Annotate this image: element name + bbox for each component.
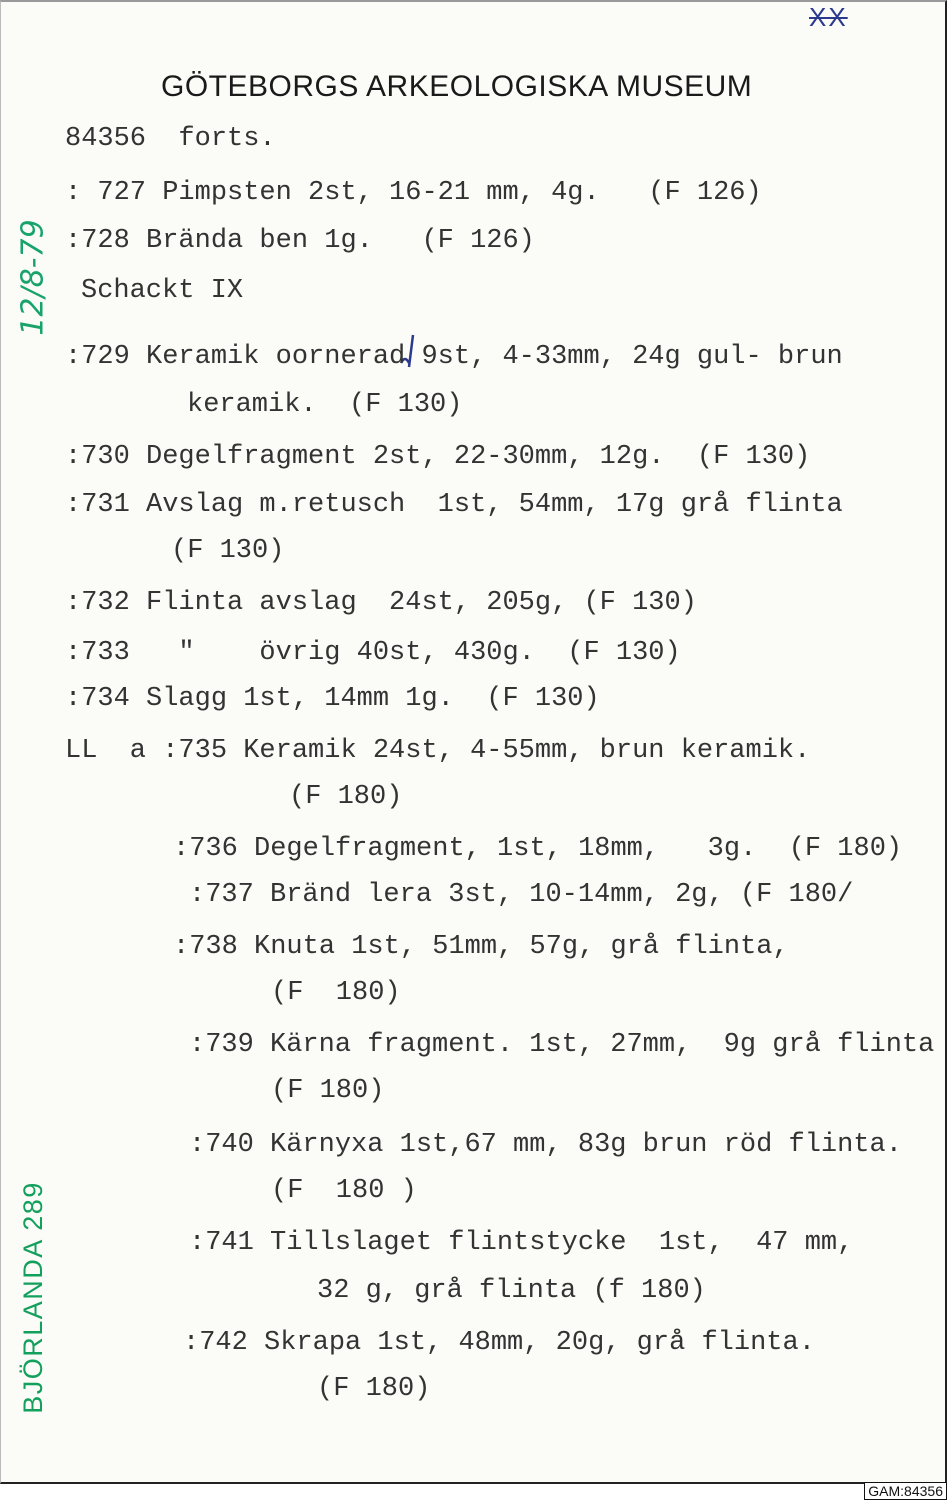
locality-stamp	[11, 1147, 55, 1447]
entry-continuation: (F 180)	[289, 782, 403, 812]
reference-label: GAM:84356	[864, 1482, 947, 1500]
entry-continuation: (F 180)	[317, 1374, 431, 1404]
entry-continuation: (F 180)	[271, 978, 401, 1008]
entry-line: :730 Degelfragment 2st, 22-30mm, 12g. (F 130)	[65, 442, 811, 472]
entry-continuation: (F 180)	[271, 1076, 385, 1106]
top-corner-mark: XX	[809, 2, 848, 32]
entry-line: :737 Bränd lera 3st, 10-14mm, 2g, (F 180/	[189, 880, 854, 910]
entry-line: :741 Tillslaget flintstycke 1st, 47 mm,	[189, 1228, 854, 1258]
entry-line: : 727 Pimpsten 2st, 16-21 mm, 4g. (F 126)	[65, 178, 762, 208]
entry-line: :728 Brända ben 1g. (F 126)	[65, 226, 535, 256]
entry-line: :740 Kärnyxa 1st,67 mm, 83g brun röd flinta.	[189, 1130, 902, 1160]
entry-continuation: 32 g, grå flinta (f 180)	[317, 1276, 706, 1306]
catalogue-number-line: 84356 forts.	[65, 124, 276, 154]
entry-continuation: (F 180 )	[271, 1176, 417, 1206]
entry-line: :733 " övrig 40st, 430g. (F 130)	[65, 638, 681, 668]
entry-line: :742 Skrapa 1st, 48mm, 20g, grå flinta.	[183, 1328, 815, 1358]
section-heading: Schackt IX	[81, 276, 244, 306]
entry-line: :739 Kärna fragment. 1st, 27mm, 9g grå flinta	[189, 1030, 935, 1060]
entry-continuation: (F 130)	[171, 536, 285, 566]
entry-line: :732 Flinta avslag 24st, 205g, (F 130)	[65, 588, 697, 618]
entry-line: :738 Knuta 1st, 51mm, 57g, grå flinta,	[173, 932, 789, 962]
locality-stamp-text: BJÖRLANDA 289	[17, 1180, 48, 1414]
handwritten-date-note	[13, 192, 53, 362]
museum-header: GÖTEBORGS ARKEOLOGISKA MUSEUM	[161, 70, 753, 103]
entry-continuation: keramik. (F 130)	[187, 390, 463, 420]
entry-line: :736 Degelfragment, 1st, 18mm, 3g. (F 180)	[173, 834, 903, 864]
entry-line: :731 Avslag m.retusch 1st, 54mm, 17g grå flinta	[65, 490, 843, 520]
entry-line: :734 Slagg 1st, 14mm 1g. (F 130)	[65, 684, 600, 714]
handwritten-date-text: 12/8-79	[15, 218, 51, 336]
entry-line: LL a :735 Keramik 24st, 4-55mm, brun keramik.	[65, 736, 811, 766]
entry-line: :729 Keramik oornerad 9st, 4-33mm, 24g gul- brun	[65, 342, 843, 372]
